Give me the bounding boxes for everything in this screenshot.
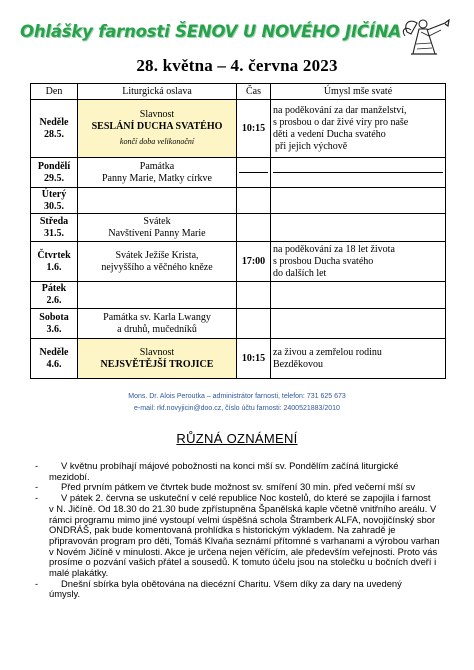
day-cell — [31, 188, 78, 214]
time-cell — [237, 158, 271, 188]
bullet-dash: - — [35, 492, 39, 504]
day-date: 4.6. — [46, 358, 62, 370]
announcement-line: úmysly. — [49, 588, 81, 600]
day-name: Neděle — [39, 346, 69, 358]
day-date: 28.5. — [44, 128, 64, 140]
announcement-line: malé plakátky. — [49, 567, 109, 579]
intention-line: na poděkování za dar manželství, — [273, 104, 407, 116]
bullet-dash: - — [35, 481, 39, 493]
feast-line: Památka — [139, 160, 175, 172]
day-cell — [31, 100, 78, 158]
feast-cell — [78, 309, 237, 339]
announcement-line: prosíme o pozvání vašich přátel a sousedů. K tomuto účelu jsou na stolečku u bočních dveří i — [49, 556, 437, 568]
announcement-line: v Novém Jičíně v minulosti. Akce je určena nejen věřícím, ale především veřejnosti. Proto vás — [49, 545, 438, 557]
feast-line: a druhů, mučedníků — [117, 323, 197, 335]
intention-cell — [271, 339, 446, 379]
time-cell — [237, 309, 271, 339]
time-cell — [237, 214, 271, 242]
announcement-line: Před prvním pátkem ve čtvrtek bude možnost sv. smíření 30 min. před večerní mší sv — [61, 481, 416, 493]
announcement-line: ONDRÁŠ, pak bude komentovaná prohlídka s historickým výkladem. Na zahradě je — [49, 524, 396, 536]
feast-note: končí doba velikonoční — [119, 137, 195, 146]
table-row — [31, 214, 446, 242]
table-header-row — [31, 84, 446, 100]
time-cell — [237, 188, 271, 214]
feast-cell — [78, 188, 237, 214]
angel-illustration — [401, 14, 451, 60]
feast-rank: Slavnost — [139, 346, 175, 358]
day-name: Čtvrtek — [37, 249, 71, 261]
date-range: 28. května – 4. června 2023 — [136, 56, 338, 75]
day-date: 31.5. — [44, 227, 64, 239]
intention-line: při jejich výchově — [275, 140, 348, 152]
announcements-list — [35, 460, 453, 600]
day-cell — [31, 282, 78, 309]
announcement-line: mezidobí. — [49, 470, 90, 482]
intention-line: Bezděkovou — [273, 358, 323, 370]
announcement-line: rámci programu mimo jiné vystoupí velmi úspěšná schola Štramberk ALFA, novojičínský sbor — [49, 513, 436, 525]
feast-line: Památka sv. Karla Lwangy — [103, 311, 211, 323]
announcement-line: Dnešní sbírka byla obětována na diecézní Charitu. Všem díky za dary na uvedený — [61, 577, 402, 589]
day-name: Úterý — [41, 188, 67, 200]
bullet-dash: - — [35, 577, 39, 589]
intention-cell — [271, 214, 446, 242]
feast-cell — [78, 242, 237, 282]
feast-line: Svátek — [143, 215, 171, 227]
intention-line: s prosbou Ducha svatého — [273, 255, 374, 267]
intention-line: děti a vedení Ducha svatého — [273, 128, 386, 140]
intention-line: do dalších let — [273, 267, 327, 279]
table-row — [31, 339, 446, 379]
intention-line: za živou a zemřelou rodinu — [273, 346, 382, 358]
day-name: Pondělí — [37, 160, 71, 172]
day-date: 2.6. — [46, 295, 62, 306]
day-name: Neděle — [39, 116, 69, 128]
table-row — [31, 282, 446, 309]
intention-cell — [271, 282, 446, 309]
day-date: 29.5. — [44, 172, 64, 184]
intention-cell — [271, 309, 446, 339]
announcement-item — [35, 577, 453, 600]
mass-schedule-table — [30, 83, 446, 379]
column-header-liturgy: Liturgická oslava — [78, 84, 237, 100]
day-cell — [31, 242, 78, 282]
day-date: 30.5. — [44, 200, 64, 212]
intention-line: na poděkování za 18 let života — [273, 243, 395, 255]
day-date: 3.6. — [46, 323, 62, 335]
feast-line: nejvyššího a věčného kněze — [101, 261, 213, 273]
day-cell — [31, 214, 78, 242]
feast-line: Navštívení Panny Marie — [108, 227, 206, 239]
contact-email-account: e-mail: rkf.novyjicin@doo.cz, číslo účtu farnosti: 2400521883/2010 — [134, 405, 340, 412]
table-row — [31, 158, 446, 188]
feast-cell — [78, 282, 237, 309]
feast-title: NEJSVĚTĚJŠÍ TROJICE — [100, 358, 214, 370]
feast-line: Svátek Ježíše Krista, — [115, 249, 199, 261]
feast-rank: Slavnost — [139, 109, 175, 120]
intention-cell — [271, 188, 446, 214]
column-header-time: Čas — [237, 84, 271, 100]
day-date: 1.6. — [46, 261, 62, 273]
intention-cell — [271, 100, 446, 158]
column-header-day: Den — [31, 84, 78, 100]
announcement-line: v N. Jičíně. Od 18.30 do 21.30 bude zpřístupněna Španělská kaple včetně vnitřního areálu. V — [49, 502, 437, 514]
bullet-dash: - — [35, 460, 39, 471]
table-row — [31, 188, 446, 214]
day-name: Pátek — [41, 283, 67, 294]
intention-cell — [271, 158, 446, 188]
announcements-heading: RŮZNÁ OZNÁMENÍ — [176, 431, 298, 446]
contact-administrator: Mons. Dr. Alois Peroutka – administrátor farnosti, telefon: 731 625 673 — [128, 393, 346, 400]
feast-title: SESLÁNÍ DUCHA SVATÉHO — [91, 121, 223, 132]
day-name: Středa — [39, 215, 69, 227]
day-cell — [31, 158, 78, 188]
parish-title: Ohlášky farnosti ŠENOV U NOVÉHO JIČÍNA — [20, 22, 401, 41]
announcement-line: V květnu probíhají májové pobožnosti na konci mší sv. Pondělím začíná liturgické — [61, 460, 399, 471]
table-row — [31, 242, 446, 282]
day-cell — [31, 309, 78, 339]
feast-cell — [78, 214, 237, 242]
announcement-item — [35, 492, 453, 579]
time-cell: 10:15 — [237, 339, 271, 379]
announcement-line: připravován program pro děti, Tomáš Klvaňa seznámí přítomné s varhanami a výrobou varhan — [49, 534, 440, 546]
day-cell — [31, 339, 78, 379]
table-row — [31, 100, 446, 158]
announcement-item — [35, 460, 453, 482]
feast-cell — [78, 100, 237, 158]
day-name: Sobota — [39, 311, 69, 323]
time-cell: 10:15 — [237, 100, 271, 158]
column-header-intention: Úmysl mše svaté — [271, 84, 446, 100]
intention-line: s prosbou o dar živé víry pro naše — [273, 116, 409, 128]
time-cell: 17:00 — [237, 242, 271, 282]
time-cell — [237, 282, 271, 309]
table-row — [31, 309, 446, 339]
announcement-line: V pátek 2. června se uskuteční v celé republice Noc kostelů, do které se zapojila i farnost — [61, 492, 431, 504]
feast-cell — [78, 158, 237, 188]
intention-cell — [271, 242, 446, 282]
feast-line: Panny Marie, Matky církve — [102, 172, 212, 184]
feast-cell — [78, 339, 237, 379]
